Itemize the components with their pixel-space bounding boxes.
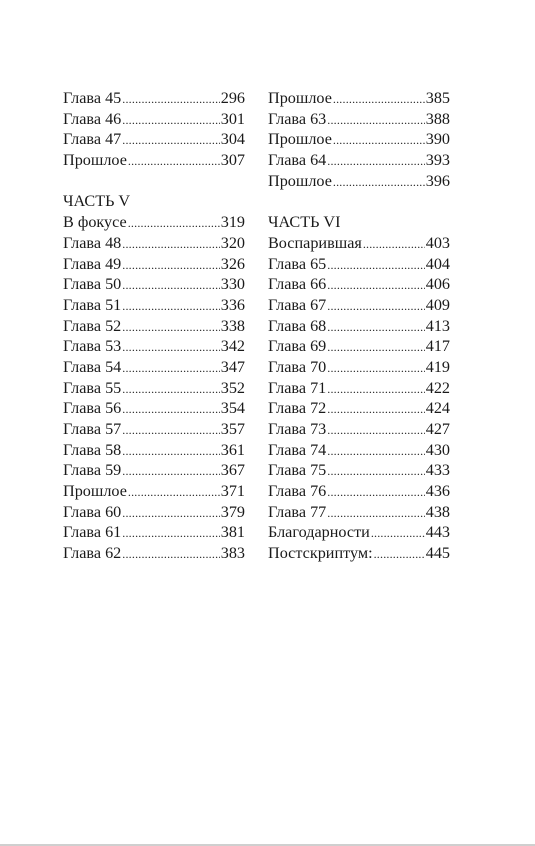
toc-entry-page: 396 [425,171,450,190]
toc-entry-page: 379 [220,502,245,521]
toc-entry-page: 352 [220,378,245,397]
toc-entry[interactable] [63,398,245,419]
toc-entry-page: 367 [220,461,245,480]
toc-right-group-2 [268,233,450,564]
toc-entry[interactable] [268,109,450,130]
toc-entry-page: 296 [220,89,245,107]
toc-right-column [268,88,450,564]
toc-entry-title: Глава 68 [268,316,327,335]
toc-entry[interactable] [63,522,245,543]
section-gap [63,171,245,192]
toc-entry-page: 424 [425,399,450,418]
toc-entry[interactable] [63,440,245,461]
toc-entry-title: Глава 50 [63,275,122,294]
toc-entry[interactable] [268,481,450,502]
toc-entry-title: Воспарившая [268,233,362,252]
dot-leader [333,172,425,193]
toc-entry-page: 433 [425,461,450,480]
toc-entry-title: Глава 53 [63,337,122,356]
toc-entry-page: 319 [220,213,245,232]
dot-leader [122,130,219,151]
dot-leader [327,461,424,482]
toc-entry-page: 419 [425,357,450,376]
toc-entry-title: Глава 71 [268,378,327,397]
part-heading: ЧАСТЬ V [63,192,131,211]
toc-entry[interactable] [63,212,245,233]
toc-entry[interactable] [63,336,245,357]
part-heading: ЧАСТЬ VI [268,213,341,232]
toc-entry[interactable] [63,150,245,171]
toc-entry[interactable] [63,316,245,337]
toc-entry-title: Глава 60 [63,502,122,521]
toc-entry-page: 304 [220,130,245,149]
dot-leader [122,544,219,565]
dot-leader [333,130,425,151]
dot-leader [122,255,219,276]
toc-entry-title: Прошлое [268,89,332,107]
toc-entry-page: 307 [220,151,245,170]
toc-entry-title: Глава 56 [63,399,122,418]
toc-entry[interactable] [268,522,450,543]
toc-entry-title: Глава 52 [63,316,122,335]
toc-entry-page: 413 [425,316,450,335]
toc-entry-page: 430 [425,440,450,459]
toc-entry[interactable] [63,233,245,254]
toc-entry-title: Глава 62 [63,544,122,563]
dot-leader [122,523,219,544]
dot-leader [122,275,219,296]
toc-entry[interactable] [268,254,450,275]
dot-leader [327,420,424,441]
dot-leader [122,296,219,317]
dot-leader [327,275,424,296]
toc-entry[interactable] [268,129,450,150]
toc-entry[interactable] [63,502,245,523]
toc-entry[interactable] [268,460,450,481]
toc-entry[interactable] [268,88,450,109]
toc-entry-page: 422 [425,378,450,397]
toc-entry-page: 404 [425,254,450,273]
toc-entry-title: Глава 73 [268,420,327,438]
toc-entry[interactable] [63,357,245,378]
toc-entry[interactable] [63,88,245,109]
toc-entry-title: В фокусе [63,213,127,232]
toc-entry-title: Глава 69 [268,337,327,356]
toc-entry-page: 417 [425,337,450,356]
toc-entry[interactable] [63,129,245,150]
toc-entry-page: 354 [220,399,245,418]
toc-entry-page: 326 [220,254,245,273]
dot-leader [122,89,219,110]
toc-entry-page: 347 [220,357,245,376]
toc-entry-title: Глава 59 [63,461,122,480]
toc-entry[interactable] [268,357,450,378]
toc-entry[interactable] [268,295,450,316]
toc-entry[interactable] [268,171,450,192]
dot-leader [327,151,424,172]
toc-entry-title: Глава 51 [63,295,122,314]
dot-leader [122,441,219,462]
dot-leader [327,337,424,358]
toc-entry-page: 393 [425,151,450,170]
dot-leader [122,234,219,255]
dot-leader [122,379,219,400]
toc-entry[interactable] [268,398,450,419]
toc-entry-title: Глава 74 [268,440,327,459]
toc-entry-title: Глава 58 [63,440,122,459]
toc-entry-title: Глава 65 [268,254,327,273]
toc-left-column [63,88,245,564]
toc-entry-title: Прошлое [63,151,127,170]
toc-entry-page: 436 [425,482,450,501]
toc-entry-title: Глава 49 [63,254,122,273]
toc-entry-title: Глава 77 [268,502,327,521]
toc-entry-title: Глава 48 [63,233,122,252]
toc-entry-page: 330 [220,275,245,294]
toc-entry-page: 381 [220,523,245,542]
dot-leader [122,317,219,338]
dot-leader [122,399,219,420]
toc-entry-title: Глава 47 [63,130,122,149]
toc-entry-page: 438 [425,502,450,521]
toc-entry[interactable] [268,274,450,295]
dot-leader [122,358,219,379]
dot-leader [327,358,424,379]
toc-entry-title: Глава 57 [63,420,122,438]
dot-leader [363,234,425,255]
toc-entry-title: Глава 55 [63,378,122,397]
toc-entry-page: 385 [425,89,450,107]
toc-entry-title: Глава 54 [63,357,122,376]
toc-entry-title: Прошлое [63,482,127,501]
toc-entry-page: 427 [425,420,450,438]
toc-entry-page: 357 [220,420,245,438]
dot-leader [122,420,219,441]
dot-leader [371,523,425,544]
toc-entry-title: Глава 61 [63,523,122,542]
toc-entry-title: Глава 64 [268,151,327,170]
toc-entry-page: 338 [220,316,245,335]
toc-left-group-2 [63,212,245,564]
dot-leader [128,213,220,234]
toc-entry[interactable] [268,440,450,461]
dot-leader [327,482,424,503]
toc-entry[interactable] [268,502,450,523]
toc-entry[interactable] [268,316,450,337]
toc-entry-title: Глава 67 [268,295,327,314]
dot-leader [327,110,424,131]
toc-entry-page: 406 [425,275,450,294]
toc-entry-page: 320 [220,233,245,252]
dot-leader [122,110,219,131]
dot-leader [122,503,219,524]
dot-leader [327,255,424,276]
dot-leader [327,296,424,317]
dot-leader [327,317,424,338]
toc-entry-page: 342 [220,337,245,356]
toc-entry-title: Прошлое [268,130,332,149]
toc-entry-title: Глава 46 [63,109,122,128]
toc-entry[interactable] [63,481,245,502]
toc-entry-page: 409 [425,295,450,314]
toc-entry[interactable] [63,274,245,295]
toc-entry[interactable] [63,378,245,399]
toc-entry[interactable] [63,254,245,275]
toc-entry-title: Благодарности [268,523,370,542]
toc-entry-page: 445 [425,544,450,563]
toc-entry-page: 403 [425,233,450,252]
dot-leader [327,379,424,400]
toc-entry[interactable] [63,109,245,130]
dot-leader [128,151,220,172]
dot-leader [327,399,424,420]
toc-entry-page: 336 [220,295,245,314]
toc-entry[interactable] [268,543,450,564]
toc-entry-page: 443 [425,523,450,542]
toc-entry-page: 390 [425,130,450,149]
dot-leader [128,482,220,503]
toc-left-group-1 [63,88,245,171]
toc-entry[interactable] [268,233,450,254]
toc-entry[interactable] [63,543,245,564]
toc-right-group-1 [268,88,450,191]
toc-entry[interactable] [268,419,450,440]
toc-entry-page: 388 [425,109,450,128]
toc-entry-page: 371 [220,482,245,501]
toc-entry-title: Глава 66 [268,275,327,294]
toc-entry[interactable] [268,378,450,399]
toc-entry-title: Прошлое [268,171,332,190]
toc-entry-title: Глава 72 [268,399,327,418]
toc-entry-title: Глава 75 [268,461,327,480]
toc-entry-title: Глава 63 [268,109,327,128]
toc-entry[interactable] [268,336,450,357]
toc-entry-title: Глава 70 [268,357,327,376]
dot-leader [333,89,425,110]
toc-entry-title: Глава 76 [268,482,327,501]
toc-entry[interactable] [63,460,245,481]
dot-leader [122,337,219,358]
dot-leader [374,544,425,565]
toc-entry[interactable] [63,295,245,316]
toc-entry[interactable] [63,419,245,440]
toc-entry-title: Постскриптум: [268,544,373,563]
toc-entry-page: 301 [220,109,245,128]
toc-entry[interactable] [268,150,450,171]
toc-entry-page: 383 [220,544,245,563]
section-gap [268,191,450,212]
toc-entry-title: Глава 45 [63,89,122,107]
toc-entry-page: 361 [220,440,245,459]
dot-leader [327,503,424,524]
dot-leader [122,461,219,482]
dot-leader [327,441,424,462]
